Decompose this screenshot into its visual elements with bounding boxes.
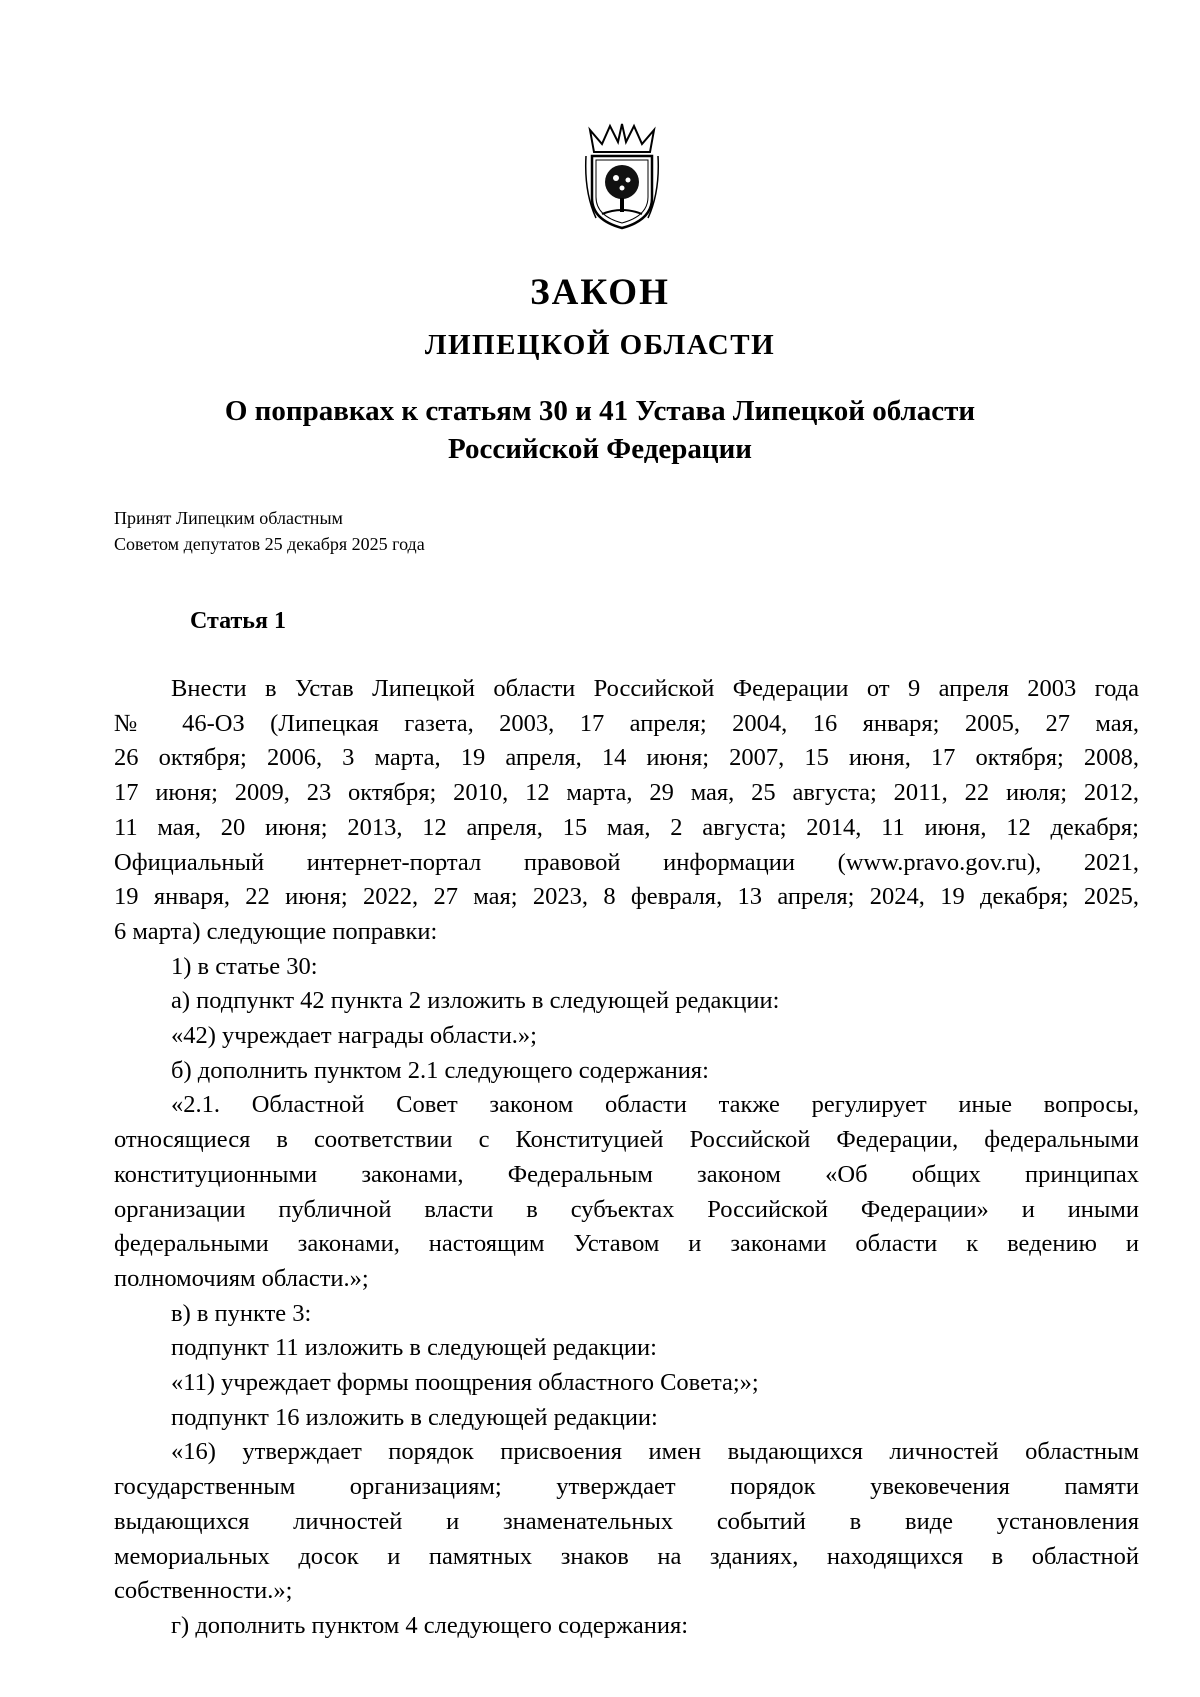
text-line: 17 июня; 2009, 23 октября; 2010, 12 марта, 29 мая, 25 августа; 2011, 22 июля; 2012,	[114, 779, 1139, 807]
text-line: «11) учреждает формы поощрения областного Совета;»;	[171, 1369, 759, 1397]
text-line: № 46-ОЗ (Липецкая газета, 2003, 17 апреля; 2004, 16 января; 2005, 27 мая,	[114, 709, 1139, 737]
text-line: подпункт 16 изложить в следующей редакции:	[171, 1403, 658, 1431]
region-title: ЛИПЕЦКОЙ ОБЛАСТИ	[424, 329, 776, 361]
text-line: организации публичной власти в субъектах Российской Федерации» и иными	[114, 1195, 1139, 1223]
text-line: 11 мая, 20 июня; 2013, 12 апреля, 15 мая, 2 августа; 2014, 11 июня, 12 декабря;	[114, 813, 1139, 841]
text-line: Официальный интернет-портал правовой информации (www.pravo.gov.ru), 2021,	[114, 848, 1139, 876]
text-line: собственности.»;	[114, 1577, 293, 1605]
adoption-line: Принят Липецким областным	[114, 508, 343, 528]
adoption-line: Советом депутатов 25 декабря 2025 года	[114, 534, 425, 554]
subject-line: О поправках к статьям 30 и 41 Устава Липецкой области	[224, 395, 976, 427]
text-line: 6 марта) следующие поправки:	[114, 917, 438, 945]
text-line: в) в пункте 3:	[171, 1299, 312, 1327]
text-line: а) подпункт 42 пункта 2 изложить в следующей редакции:	[171, 987, 780, 1015]
text-line: выдающихся личностей и знаменательных событий в виде установления	[114, 1507, 1139, 1535]
law-subject-title	[0, 392, 1200, 468]
text-line: б) дополнить пунктом 2.1 следующего содержания:	[171, 1056, 709, 1084]
text-line: конституционными законами, Федеральным законом «Об общих принципах	[114, 1160, 1139, 1188]
subject-line: Российской Федерации	[447, 433, 752, 465]
adoption-note	[114, 505, 425, 557]
text-line: государственным организациям; утверждает порядок увековечения памяти	[114, 1473, 1139, 1501]
text-line: 1) в статье 30:	[171, 952, 318, 980]
text-line: г) дополнить пунктом 4 следующего содержания:	[171, 1611, 689, 1639]
text-line: «42) учреждает награды области.»;	[171, 1022, 537, 1050]
article-body	[114, 672, 1139, 1644]
text-line: 19 января, 22 июня; 2022, 27 мая; 2023, 8 февраля, 13 апреля; 2024, 19 декабря; 2025,	[114, 883, 1139, 911]
article-heading: Статья 1	[190, 608, 286, 634]
text-line: относящиеся в соответствии с Конституцией Российской Федерации, федеральными	[114, 1126, 1139, 1154]
text-line: подпункт 11 изложить в следующей редакции:	[171, 1334, 657, 1362]
text-line: мемориальных досок и памятных знаков на зданиях, находящихся в областной	[114, 1542, 1139, 1570]
text-line: «16) утверждает порядок присвоения имен выдающихся личностей областным	[171, 1438, 1139, 1466]
coat-of-arms-icon	[580, 122, 664, 232]
document-type-title: ЗАКОН	[530, 272, 670, 313]
text-line: «2.1. Областной Совет законом области также регулирует иные вопросы,	[171, 1091, 1139, 1119]
text-line: полномочиям области.»;	[114, 1264, 369, 1292]
text-line: 26 октября; 2006, 3 марта, 19 апреля, 14 июня; 2007, 15 июня, 17 октября; 2008,	[114, 744, 1139, 772]
text-line: Внести в Устав Липецкой области Российской Федерации от 9 апреля 2003 года	[171, 675, 1139, 702]
text-line: федеральными законами, настоящим Уставом и законами области к ведению и	[114, 1230, 1139, 1258]
